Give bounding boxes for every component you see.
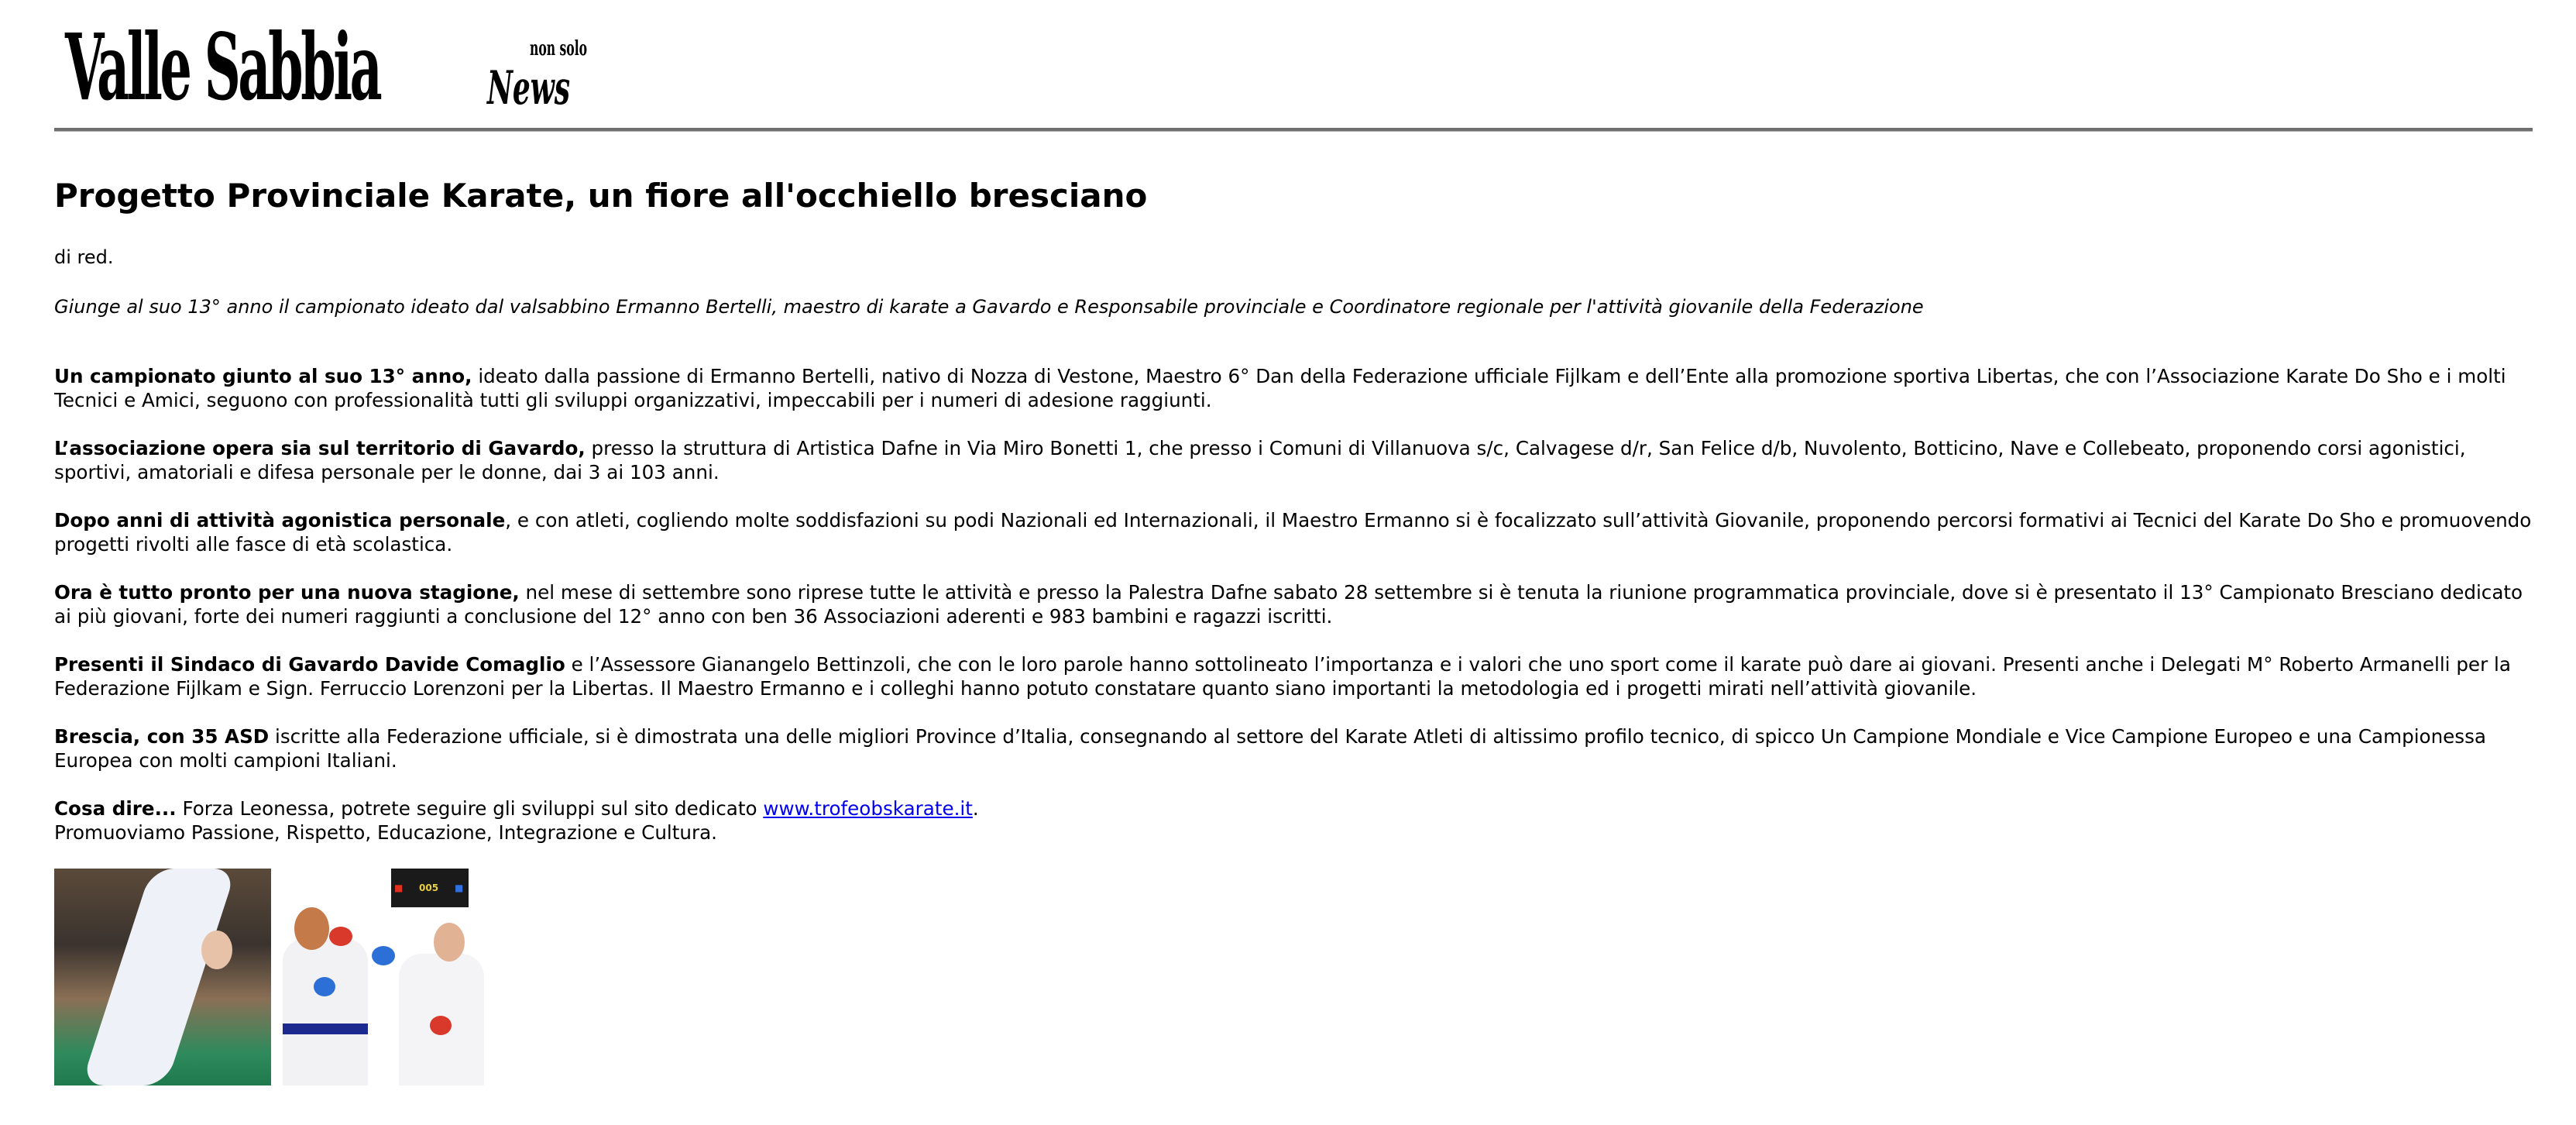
scoreboard-red: ■ — [394, 882, 404, 894]
karate-match-photo[interactable] — [283, 869, 500, 1085]
closing-paragraph — [54, 796, 2533, 845]
paragraph — [54, 436, 2533, 484]
paragraph-text: nel mese di settembre sono riprese tutte le attività e presso la Palestra Dafne sabato 28 settembre si è tenuta la riunione programmatica provinciale, dove si è presentato il 13° Campionato Bresciano dedicato ai più giovani, forte dei numeri raggiunti a conclusione del 12° anno con ben 36 Associazioni aderenti e 983 bambini e ragazzi iscritti. — [54, 581, 2523, 628]
paragraph-lead: Presenti il Sindaco di Gavardo Davide Comaglio — [54, 653, 565, 676]
article-title: Progetto Provinciale Karate, un fiore all'occhiello bresciano — [54, 177, 1148, 215]
logo-news-text: News — [487, 61, 571, 115]
athlete-figure — [81, 869, 237, 1085]
logo-nonsolo-text: non solo — [530, 37, 588, 60]
paragraph-lead: Un campionato giunto al suo 13° anno, — [54, 365, 472, 388]
blue-belt — [283, 1024, 368, 1034]
scoreboard-blue: ■ — [455, 882, 464, 894]
paragraph-lead: Dopo anni di attività agonistica personale — [54, 509, 506, 532]
paragraph-lead: L’associazione opera sia sul territorio di Gavardo, — [54, 437, 586, 460]
paragraph-lead: Brescia, con 35 ASD — [54, 725, 270, 748]
trofeo-link[interactable]: www.trofeobskarate.it — [763, 797, 973, 821]
paragraph-text: e l’Assessore Gianangelo Bettinzoli, che con le loro parole hanno sottolineato l’importanza e i valori che uno sport come il karate può dare ai giovani. Presenti anche i Delegati M° Roberto Armanelli per la Federazione Fijlkam e Sign. Ferruccio Lorenzoni per la Libertas. Il Maestro Ermanno e i colleghi hanno potuto constatare quanto siano importanti la metodologia ed i progetti mirati nell’attività giovanile. — [54, 653, 2511, 700]
karate-kick-photo[interactable] — [54, 869, 271, 1085]
article-body — [54, 364, 2533, 845]
site-logo[interactable] — [65, 13, 623, 121]
paragraph-text: . — [972, 797, 979, 821]
paragraph-text: presso la struttura di Artistica Dafne in Via Miro Bonetti 1, che presso i Comuni di Villanuova s/c, Calvagese d/r, San Felice d/b, Nuvolento, Botticino, Nave e Collebeato, proponendo corsi agonistici, sportivi, amatoriali e difesa personale per le donne, dai 3 ai 103 anni. — [54, 437, 2466, 484]
article-page — [54, 0, 2533, 1085]
photo-gallery — [54, 869, 2533, 1085]
paragraph-lead: Ora è tutto pronto per una nuova stagione, — [54, 581, 520, 604]
paragraph — [54, 724, 2533, 772]
scoreboard-time: 005 — [419, 882, 439, 894]
paragraph-text: Forza Leonessa, potrete seguire gli sviluppi sul sito dedicato — [176, 797, 764, 821]
paragraph-lead: Cosa dire... — [54, 797, 177, 821]
closing-line: Promuoviamo Passione, Rispetto, Educazione, Integrazione e Cultura. — [54, 821, 717, 845]
paragraph-text: iscritte alla Federazione ufficiale, si è dimostrata una delle migliori Province d’Italia, consegnando al settore del Karate Atleti di altissimo profilo tecnico, di spicco Un Campione Mondiale e Vice Campione Europeo e una Campionessa Europea con molti campioni Italiani. — [54, 725, 2486, 772]
article-byline: di red. — [54, 246, 114, 269]
article-lead: Giunge al suo 13° anno il campionato ideato dal valsabbino Ermanno Bertelli, maestro di karate a Gavardo e Responsabile provinciale e Coordinatore regionale per l'attività giovanile della Federazione — [54, 296, 1924, 318]
paragraph-text: ideato dalla passione di Ermanno Bertelli, nativo di Nozza di Vestone, Maestro 6° Dan della Federazione ufficiale Fijlkam e dell’Ente alla promozione sportiva Libertas, che con l’Associazione Karate Do Sho e i molti Tecnici e Amici, seguono con professionalità tutti gli sviluppi organizzativi, impeccabili per i numeri di adesione raggiunti. — [54, 365, 2506, 412]
athlete-head — [201, 931, 232, 969]
masthead — [54, 0, 2533, 128]
paragraph — [54, 580, 2533, 628]
paragraph — [54, 508, 2533, 556]
scoreboard — [391, 869, 469, 907]
paragraph-text: , e con atleti, cogliendo molte soddisfazioni su podi Nazionali ed Internazionali, il Maestro Ermanno si è focalizzato sull’attività Giovanile, proponendo percorsi formativi ai Tecnici del Karate Do Sho e promuovendo progetti rivolti alle fasce di età scolastica. — [54, 509, 2532, 556]
logo-main-text: Valle Sabbia — [65, 13, 380, 121]
logo-news — [487, 39, 619, 116]
paragraph — [54, 652, 2533, 700]
header-divider — [54, 128, 2533, 132]
paragraph — [54, 364, 2533, 412]
blue-glove — [372, 946, 395, 965]
athlete-left — [283, 938, 368, 1085]
